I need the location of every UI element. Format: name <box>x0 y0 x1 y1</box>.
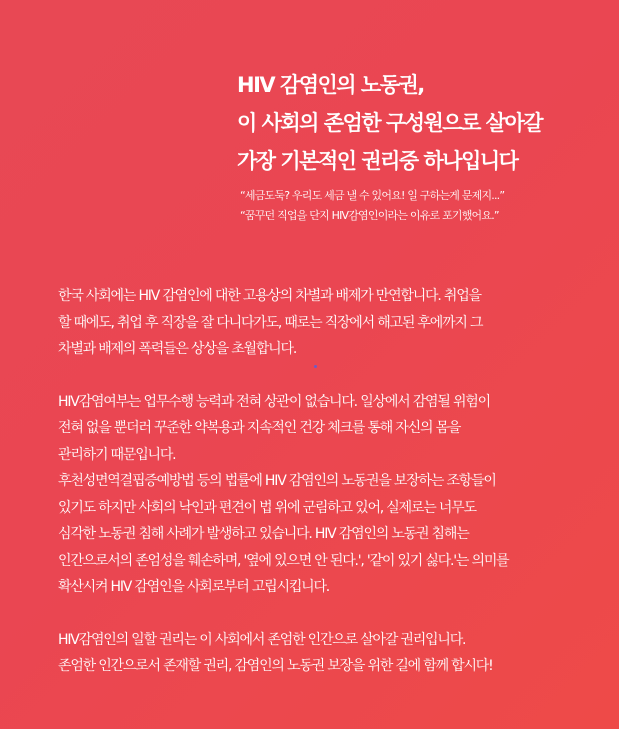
headline-line: HIV 감염인의 노동권, <box>237 73 424 97</box>
paragraph-2 <box>58 389 603 601</box>
body-line: 존엄한 인간으로서 존재할 권리, 감염인의 노동권 보장을 위한 길에 함께 합시다! <box>58 658 493 674</box>
body-line: 후천성면역결핍증예방법 등의 법률에 HIV 감염인의 노동권을 보장하는 조항들이 <box>58 473 496 489</box>
quote-line: “꿈꾸던 직업을 단지 HIV감염인이라는 이유로 포기했어요.” <box>240 209 499 222</box>
body-line: 심각한 노동권 침해 사례가 발생하고 있습니다. HIV 감염인의 노동권 침해는 <box>58 526 469 542</box>
quote-line: “세금도둑? 우리도 세금 낼 수 있어요! 일 구하는게 문제지...” <box>240 189 505 202</box>
body-line: 확산시켜 HIV 감염인을 사회로부터 고립시킵니다. <box>58 579 330 595</box>
headline <box>237 66 607 180</box>
body-line: HIV감염여부는 업무수행 능력과 전혀 상관이 없습니다. 일상에서 감염될 위험이 <box>58 393 490 410</box>
body-line: 한국 사회에는 HIV 감염인에 대한 고용상의 차별과 배제가 만연합니다. 취업을 <box>58 288 481 304</box>
body-text <box>58 283 603 706</box>
headline-line: 이 사회의 존엄한 구성원으로 살아갈 <box>237 111 543 135</box>
body-line: 전혀 없을 뿐더러 꾸준한 약복용과 지속적인 건강 체크를 통해 자신의 몸을 <box>58 420 461 436</box>
body-line: 관리하기 때문입니다. <box>58 446 176 463</box>
paragraph-1 <box>58 283 603 363</box>
body-line: 할 때에도, 취업 후 직장을 잘 다니다가도, 때로는 직장에서 해고된 후에까지 그 <box>58 314 483 331</box>
body-line: 인간으로서의 존엄성을 훼손하며, '옆에 있으면 안 된다.', '같이 있기 싫다.'는 의미를 <box>58 552 509 569</box>
body-line: 있기도 하지만 사회의 낙인과 편견이 법 위에 군림하고 있어, 실제로는 너무도 <box>58 499 476 516</box>
headline-line: 가장 기본적인 권리중 하나입니다 <box>237 149 518 173</box>
paragraph-3 <box>58 627 603 680</box>
quotes <box>240 186 610 226</box>
body-line: HIV감염인의 일할 권리는 이 사회에서 존엄한 인간으로 살아갈 권리입니다. <box>58 631 466 648</box>
body-line: 차별과 배제의 폭력들은 상상을 초월합니다. <box>58 341 297 357</box>
